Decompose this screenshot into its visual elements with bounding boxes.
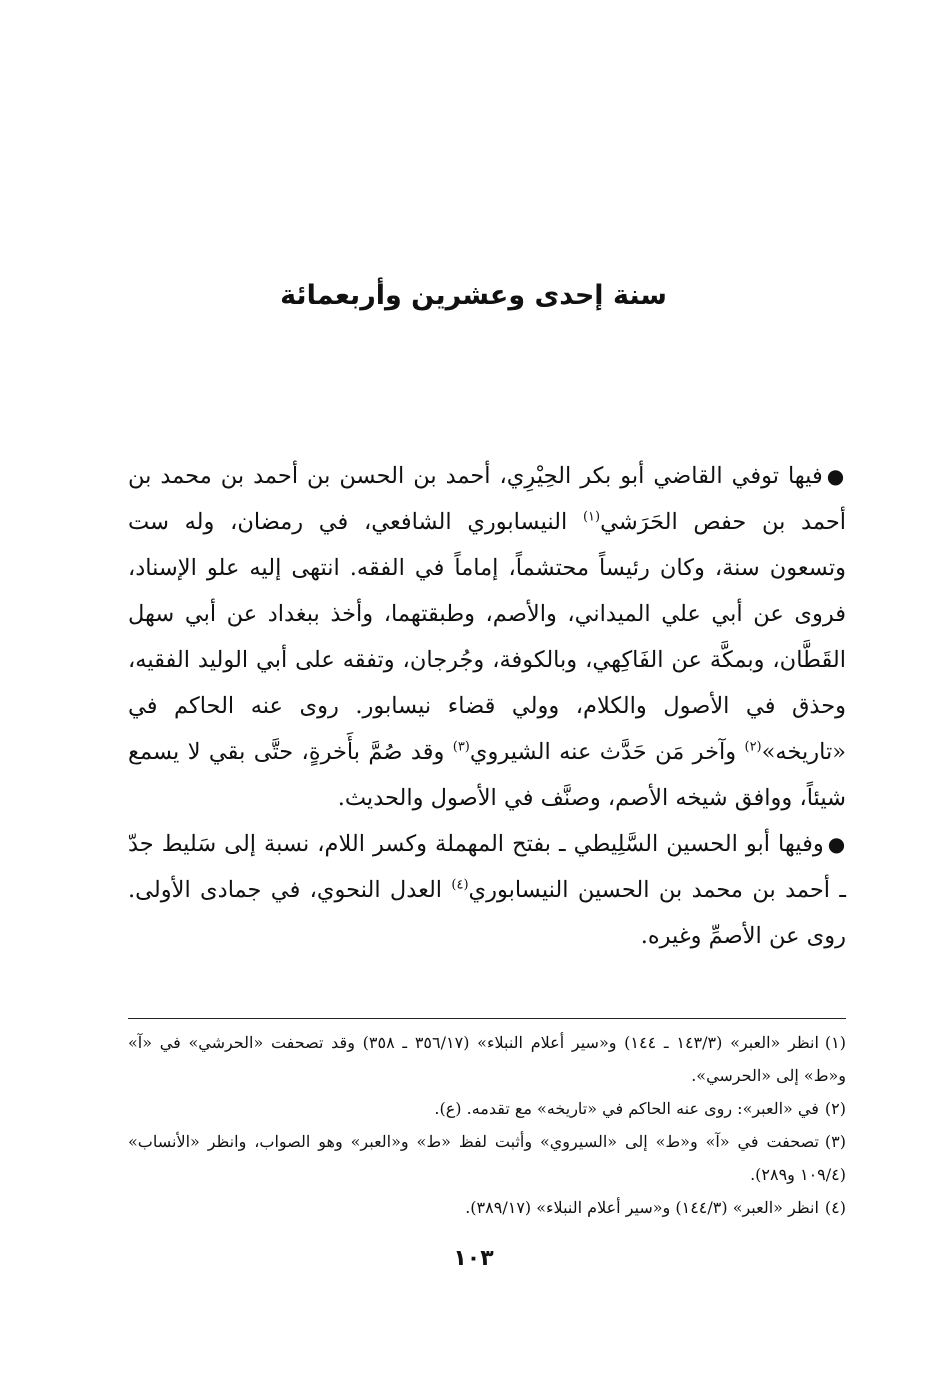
main-text — [128, 453, 846, 959]
footnote-text: انظر «العبر» (١٤٣/٣ ـ ١٤٤) و«سير أعلام النبلاء» (٣٥٦/١٧ ـ ٣٥٨) وقد تصحفت «الحرشي» في «آ» و«ط» إلى «الحرسي». — [128, 1033, 846, 1085]
entry-text: النيسابوري الشافعي، في رمضان، وله ست وتسعون سنة، وكان رئيساً محتشماً، إماماً في الفقه. انتهى إليه علو الإسناد، فروى عن أبي علي الميداني، والأصم، وطبقتهما، وأخذ ببغداد عن أبي سهل القَطَّان، وبمكَّة عن الفَاكِهي، وبالكوفة، وجُرجان، وتفقه على أبي الوليد الفقيه، وحذق في الأصول والكلام، وولي قضاء نيسابور. روى عنه الحاكم في «تاريخه» — [128, 509, 846, 765]
footnote-number: (٣) — [824, 1132, 846, 1151]
footnote-divider — [128, 1018, 846, 1019]
footnote-marker[interactable]: (٣) — [452, 739, 470, 755]
footnote-text: انظر «العبر» (١٤٤/٣) و«سير أعلام النبلاء» (٣٨٩/١٧). — [465, 1198, 819, 1217]
footnote-number: (٢) — [824, 1099, 846, 1118]
entry-text: وقد صُمَّ بأَخرةٍ، حتَّى بقي لا يسمع شيئاً، ووافق شيخه الأصم، وصنَّف في الأصول والحديث. — [128, 739, 846, 811]
footnote-text: في «العبر»: روى عنه الحاكم في «تاريخه» مع تقدمه. (ع). — [434, 1099, 819, 1118]
footnote-marker[interactable]: (١) — [582, 509, 601, 525]
footnote-number: (٤) — [824, 1198, 846, 1217]
bullet-icon: ● — [826, 464, 846, 488]
entry-paragraph — [128, 821, 846, 959]
footnote-marker[interactable]: (٢) — [744, 739, 762, 755]
page-number: ١٠٣ — [453, 1246, 494, 1271]
footnote-marker[interactable]: (٤) — [451, 877, 469, 893]
entry-paragraph — [128, 453, 846, 821]
footnote — [128, 1191, 846, 1224]
footnote-text: تصحفت في «آ» و«ط» إلى «السيروي» وأثبت لفظ «ط» و«العبر» وهو الصواب، وانظر «الأنساب» (١٠٩/٤ و٢٨٩). — [128, 1132, 846, 1184]
entry-text: فيها توفي القاضي أبو بكر الحِيْرِي، أحمد بن الحسن بن أحمد بن محمد بن أحمد بن حفص الحَرَشي — [128, 463, 846, 535]
chapter-title: سنة إحدى وعشرين وأربعمائة — [280, 280, 667, 311]
entry-text: وآخر مَن حَدَّث عنه الشيروي — [469, 739, 745, 765]
entry-text: العدل النحوي، في جمادى الأولى. روى عن الأصمِّ وغيره. — [128, 877, 846, 949]
footnote — [128, 1092, 846, 1125]
footnotes-section — [128, 1026, 846, 1224]
footnote-number: (١) — [824, 1033, 847, 1052]
footnote — [128, 1125, 846, 1191]
footnote — [128, 1026, 846, 1092]
entry-text: وفيها أبو الحسين السَّلِيطي ـ بفتح المهملة وكسر اللام، نسبة إلى سَليط جدّ ـ أحمد بن محمد بن الحسين النيسابوري — [128, 831, 846, 903]
bullet-icon: ● — [827, 832, 847, 856]
